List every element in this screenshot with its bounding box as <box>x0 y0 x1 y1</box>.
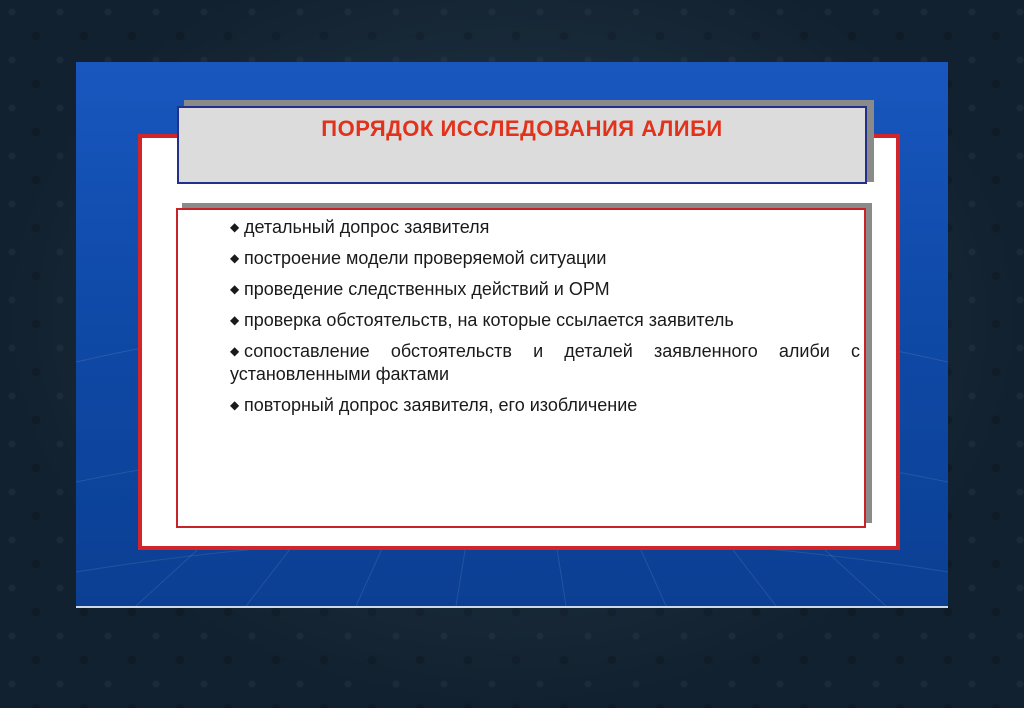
list-item <box>230 247 860 270</box>
diamond-bullet-icon: ◆ <box>230 220 240 234</box>
slide <box>76 62 948 608</box>
list-item <box>230 278 860 301</box>
list-box <box>176 208 866 528</box>
diamond-bullet-icon: ◆ <box>230 398 240 412</box>
list-item-text: проверка обстоятельств, на которые ссылается заявитель <box>244 310 734 330</box>
title-box <box>177 106 867 184</box>
list-item <box>230 216 860 239</box>
diamond-bullet-icon: ◆ <box>230 282 240 296</box>
diamond-bullet-icon: ◆ <box>230 251 240 265</box>
diamond-bullet-icon: ◆ <box>230 313 240 327</box>
list-item <box>230 340 860 386</box>
slide-title: ПОРЯДОК ИССЛЕДОВАНИЯ АЛИБИ <box>321 116 723 141</box>
diamond-bullet-icon: ◆ <box>230 344 240 358</box>
list-item <box>230 309 860 332</box>
bullet-list <box>230 216 860 425</box>
list-item-text: проведение следственных действий и ОРМ <box>244 279 610 299</box>
list-item <box>230 394 860 417</box>
list-item-text: построение модели проверяемой ситуации <box>244 248 607 268</box>
list-item-text: повторный допрос заявителя, его изобличение <box>244 395 638 415</box>
list-item-text: детальный допрос заявителя <box>244 217 490 237</box>
list-item-text: сопоставление обстоятельств и деталей заявленного алиби с установленными фактами <box>230 341 860 384</box>
